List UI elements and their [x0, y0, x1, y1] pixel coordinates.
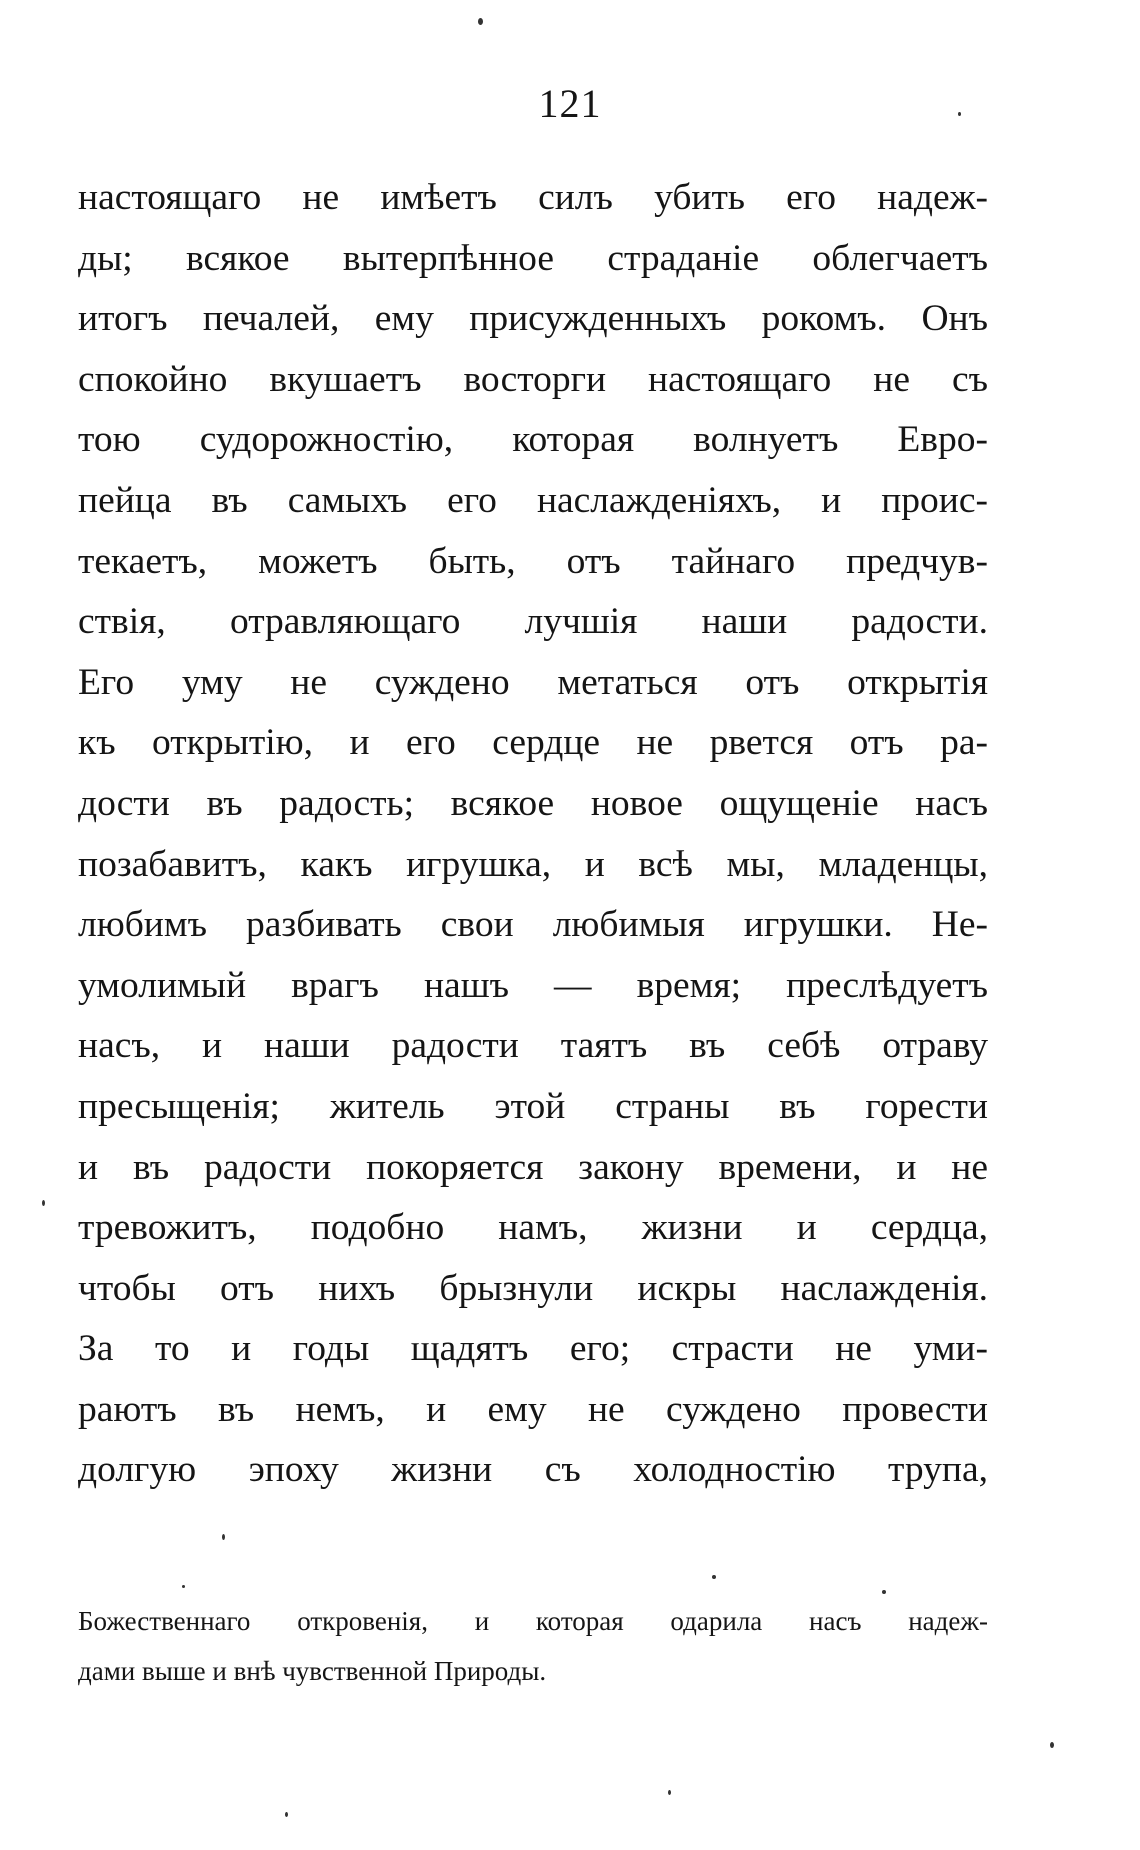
scan-speck [478, 18, 483, 25]
text-line: пресыщенія; житель этой страны въ горести [78, 1085, 988, 1127]
text-line: любимъ разбивать свои любимыя игрушки. Не- [78, 904, 988, 946]
text-line: къ открытію, и его сердце не рвется отъ ра- [78, 722, 988, 764]
text-line: Его уму не суждено метаться отъ открытія [78, 661, 988, 703]
text-line: тою судорожностію, которая волнуетъ Евро- [78, 419, 988, 461]
text-line: спокойно вкушаетъ восторги настоящаго не съ [78, 358, 988, 400]
text-line: дости въ радость; всякое новое ощущеніе насъ [78, 782, 988, 824]
text-line: и въ радости покоряется закону времени, и не [78, 1146, 988, 1188]
text-line: позабавитъ, какъ игрушка, и всѣ мы, младенцы, [78, 843, 988, 885]
text-line: пейца въ самыхъ его наслажденіяхъ, и проис- [78, 479, 988, 521]
main-text [78, 168, 988, 1501]
scan-speck [668, 1790, 671, 1795]
text-line: настоящаго не имѣетъ силъ убить его надеж- [78, 177, 988, 218]
scan-speck [222, 1534, 225, 1540]
scan-speck [42, 1200, 45, 1206]
text-line: чтобы отъ нихъ брызнули искры наслажденія. [78, 1267, 988, 1309]
text-line: умолимый врагъ нашъ — время; преслѣдуетъ [78, 964, 988, 1006]
scan-speck [712, 1575, 716, 1579]
text-line: ды; всякое вытерпѣнное страданіе облегчаетъ [78, 237, 988, 279]
text-line: ствія, отравляющаго лучшія наши радости. [78, 601, 988, 643]
scan-speck [958, 112, 961, 116]
footnote-line: Божественнаго откровенія, и которая одарила насъ надеж- [78, 1606, 988, 1636]
scan-speck [1050, 1742, 1054, 1748]
page-number: 121 [538, 81, 602, 126]
text-line: насъ, и наши радости таятъ въ себѣ отраву [78, 1025, 988, 1067]
scan-speck [182, 1585, 185, 1588]
scan-speck [882, 1590, 886, 1594]
text-line: За то и годы щадятъ его; страсти не уми- [78, 1328, 988, 1370]
scan-speck [285, 1812, 288, 1817]
text-line: текаетъ, можетъ быть, отъ тайнаго предчув- [78, 540, 988, 582]
text-line: итогъ печалей, ему присужденныхъ рокомъ. Онъ [78, 298, 988, 340]
footnote [78, 1596, 988, 1696]
text-line: долгую эпоху жизни съ холодностію трупа, [78, 1449, 988, 1491]
text-line: раютъ въ немъ, и ему не суждено провести [78, 1388, 988, 1430]
text-line: тревожитъ, подобно намъ, жизни и сердца, [78, 1207, 988, 1249]
footnote-line: дами выше и внѣ чувственной Природы. [78, 1656, 547, 1686]
